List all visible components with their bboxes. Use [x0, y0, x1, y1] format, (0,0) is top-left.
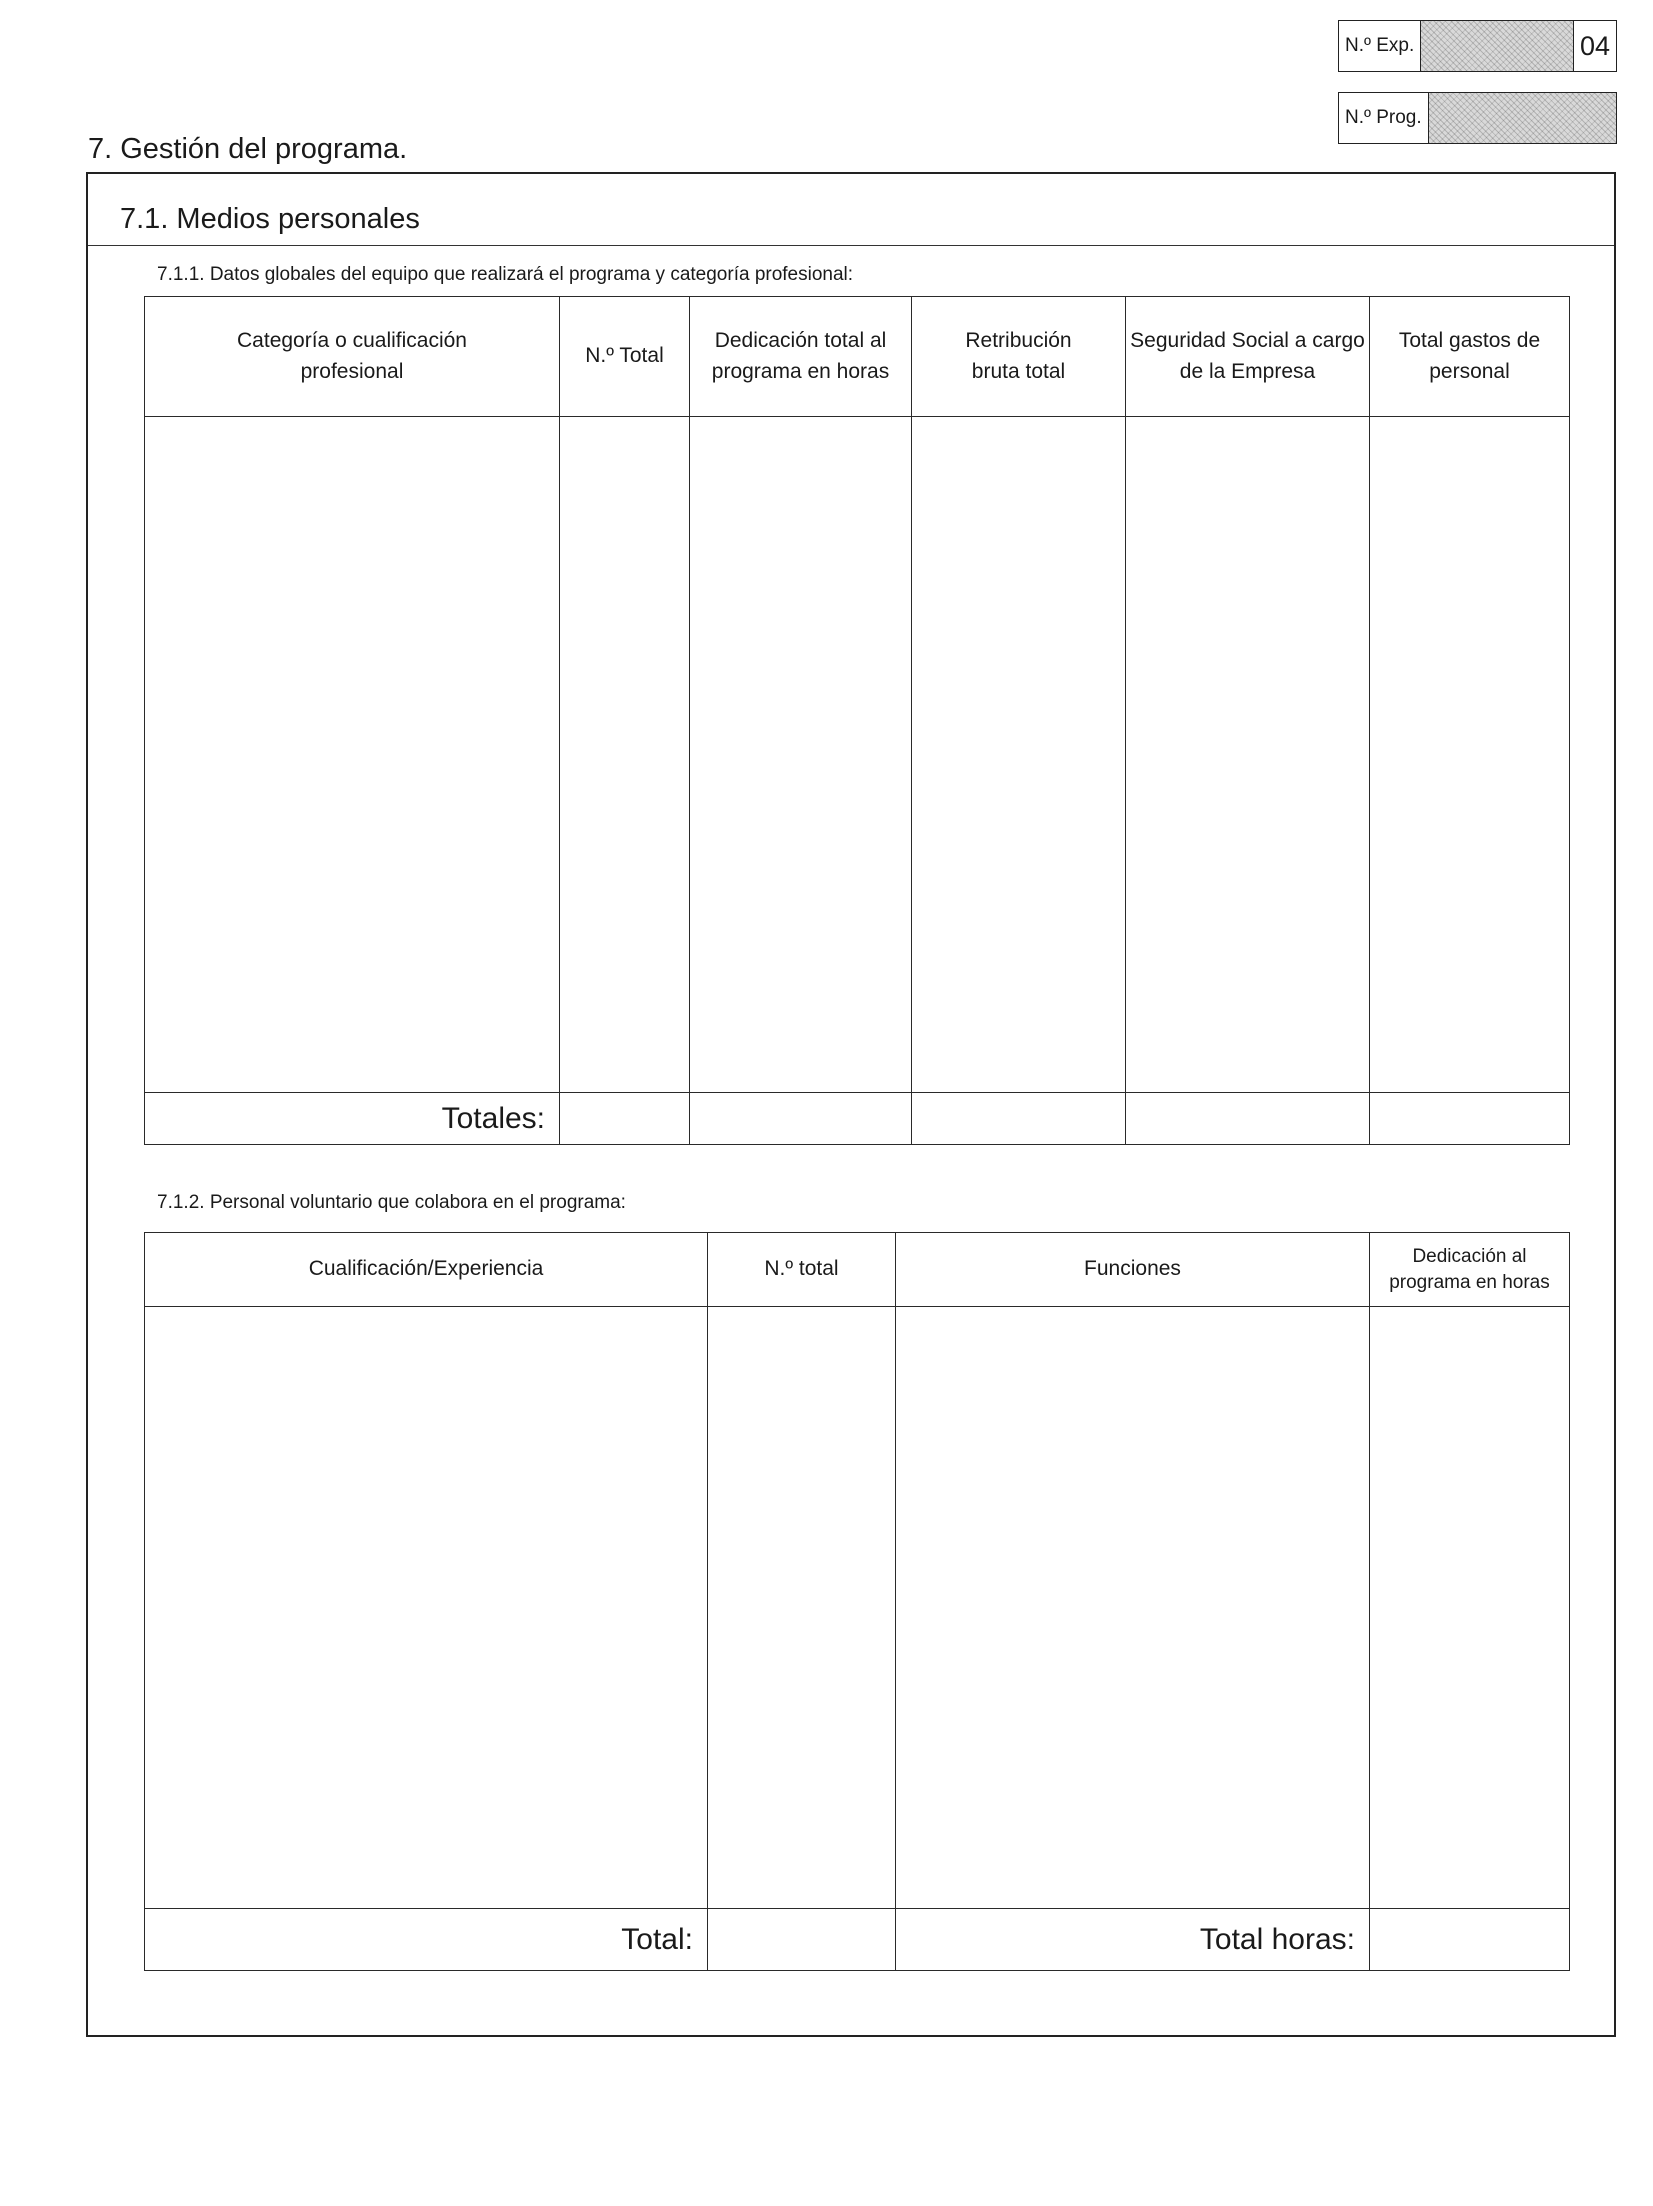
col-header-total-staff-costs: Total gastos de personal	[1370, 297, 1570, 417]
staff-table	[144, 296, 1570, 1145]
totals-social-security-cell[interactable]	[1126, 1093, 1370, 1145]
volunteer-table	[144, 1232, 1570, 1971]
subsection-title: 7.1. Medios personales	[88, 194, 1614, 246]
program-number-field[interactable]	[1429, 93, 1616, 143]
expedient-number-label: N.º Exp.	[1339, 21, 1421, 71]
col-header-gross-pay: Retribución bruta total	[912, 297, 1126, 417]
total-hours-label: Total horas:	[896, 1909, 1370, 1971]
gross-pay-cell[interactable]	[912, 417, 1126, 1093]
totals-row	[145, 1909, 1570, 1971]
dedication-hours-cell[interactable]	[690, 417, 912, 1093]
table1-caption: 7.1.1. Datos globales del equipo que realizará el programa y categoría profesional:	[157, 264, 854, 285]
col-header-qualification: Cualificación/Experiencia	[145, 1233, 708, 1307]
functions-cell[interactable]	[896, 1307, 1370, 1909]
expedient-code: 04	[1573, 21, 1616, 71]
total-label: Total:	[145, 1909, 708, 1971]
table2-caption: 7.1.2. Personal voluntario que colabora en el programa:	[157, 1192, 626, 1213]
col-header-social-security: Seguridad Social a cargo de la Empresa	[1126, 297, 1370, 417]
qualification-cell[interactable]	[145, 1307, 708, 1909]
totals-count-cell[interactable]	[560, 1093, 690, 1145]
totals-label: Totales:	[145, 1093, 560, 1145]
col-header-volunteer-hours: Dedicación al programa en horas	[1370, 1233, 1570, 1307]
col-header-volunteer-count: N.º total	[708, 1233, 896, 1307]
col-header-total-count: N.º Total	[560, 297, 690, 417]
table-header-row	[145, 297, 1570, 417]
total-hours-cell[interactable]	[1370, 1909, 1570, 1971]
program-number-box	[1338, 92, 1617, 144]
table-body-row	[145, 1307, 1570, 1909]
table-header-row	[145, 1233, 1570, 1307]
totals-row	[145, 1093, 1570, 1145]
table-body-row	[145, 417, 1570, 1093]
volunteer-count-cell[interactable]	[708, 1307, 896, 1909]
totals-hours-cell[interactable]	[690, 1093, 912, 1145]
expedient-number-box	[1338, 20, 1617, 72]
totals-staff-costs-cell[interactable]	[1370, 1093, 1570, 1145]
program-number-label: N.º Prog.	[1339, 93, 1429, 143]
category-cell[interactable]	[145, 417, 560, 1093]
col-header-functions: Funciones	[896, 1233, 1370, 1307]
social-security-cell[interactable]	[1126, 417, 1370, 1093]
totals-gross-pay-cell[interactable]	[912, 1093, 1126, 1145]
col-header-category: Categoría o cualificación profesional	[145, 297, 560, 417]
col-header-dedication-hours: Dedicación total al programa en horas	[690, 297, 912, 417]
total-count-cell[interactable]	[560, 417, 690, 1093]
total-staff-costs-cell[interactable]	[1370, 417, 1570, 1093]
expedient-number-field[interactable]	[1421, 21, 1573, 71]
total-volunteers-cell[interactable]	[708, 1909, 896, 1971]
section-title: 7. Gestión del programa.	[88, 133, 408, 165]
volunteer-hours-cell[interactable]	[1370, 1307, 1570, 1909]
